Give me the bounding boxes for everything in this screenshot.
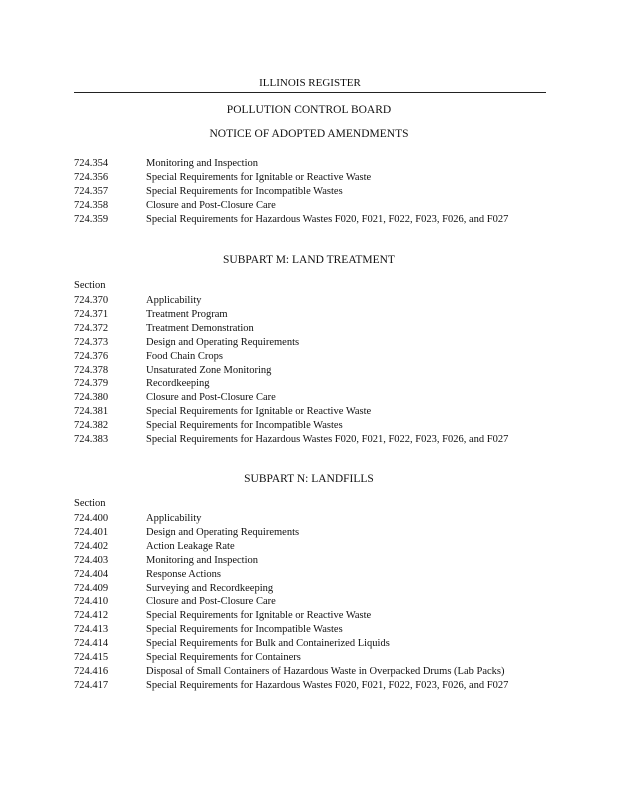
section-number: 724.403 <box>74 554 109 566</box>
section-number: 724.413 <box>74 624 109 636</box>
section-heading: Special Requirements for Incompatible Wastes <box>146 420 343 432</box>
section-heading: Surveying and Recordkeeping <box>146 582 274 594</box>
section-entry <box>74 665 554 679</box>
section-entry <box>74 364 554 378</box>
section-number: 724.401 <box>74 526 109 538</box>
section-entry <box>74 637 554 651</box>
register-header <box>74 76 546 93</box>
section-heading: Disposal of Small Containers of Hazardous Waste in Overpacked Drums (Lab Packs) <box>146 665 505 677</box>
section-entry <box>74 157 554 171</box>
section-entry <box>74 171 554 185</box>
section-heading: Action Leakage Rate <box>146 540 235 552</box>
section-number: 724.414 <box>74 638 109 650</box>
section-entry <box>74 213 554 227</box>
section-entry <box>74 336 554 350</box>
section-heading: Food Chain Crops <box>146 350 224 362</box>
section-heading: Monitoring and Inspection <box>146 554 258 566</box>
notice-title: NOTICE OF ADOPTED AMENDMENTS <box>209 128 409 140</box>
subpart-m-section-label: Section <box>74 280 106 291</box>
section-number: 724.356 <box>74 171 109 183</box>
section-number: 724.373 <box>74 336 109 348</box>
section-heading: Recordkeeping <box>146 378 210 390</box>
section-entry <box>74 540 554 554</box>
section-heading: Unsaturated Zone Monitoring <box>146 364 272 376</box>
section-heading: Closure and Post-Closure Care <box>146 199 276 211</box>
section-heading: Monitoring and Inspection <box>146 158 258 169</box>
section-number: 724.376 <box>74 350 109 362</box>
section-number: 724.381 <box>74 406 109 418</box>
section-number: 724.417 <box>74 679 109 691</box>
section-number: 724.416 <box>74 665 109 677</box>
section-heading: Design and Operating Requirements <box>146 336 300 348</box>
subpart-n-list <box>74 512 554 693</box>
section-entry <box>74 651 554 665</box>
section-number: 724.371 <box>74 308 109 320</box>
register-title: ILLINOIS REGISTER <box>259 77 361 89</box>
subpart-m-title: SUBPART M: LAND TREATMENT <box>223 254 395 266</box>
section-entry <box>74 405 554 419</box>
section-list-top <box>74 157 554 227</box>
section-number: 724.415 <box>74 652 109 664</box>
section-entry <box>74 595 554 609</box>
section-number: 724.378 <box>74 364 109 376</box>
section-heading: Treatment Demonstration <box>146 322 254 334</box>
board-title: POLLUTION CONTROL BOARD <box>226 104 392 116</box>
section-number: 724.400 <box>74 513 109 524</box>
section-entry <box>74 308 554 322</box>
section-entry <box>74 623 554 637</box>
section-heading: Special Requirements for Ignitable or Reactive Waste <box>146 406 372 418</box>
section-heading: Special Requirements for Hazardous Wastes F020, F021, F022, F023, F026, and F027 <box>146 213 509 225</box>
section-entry <box>74 554 554 568</box>
section-entry <box>74 526 554 540</box>
section-heading: Closure and Post-Closure Care <box>146 392 276 404</box>
section-heading: Closure and Post-Closure Care <box>146 596 276 608</box>
section-number: 724.357 <box>74 185 109 197</box>
section-entry <box>74 679 554 693</box>
section-number: 724.409 <box>74 582 109 594</box>
section-heading: Treatment Program <box>146 308 228 320</box>
section-number: 724.404 <box>74 568 109 580</box>
section-number: 724.379 <box>74 378 109 390</box>
section-number: 724.358 <box>74 199 109 211</box>
section-number: 724.383 <box>74 434 109 446</box>
subpart-n-section-label: Section <box>74 498 106 509</box>
section-number: 724.380 <box>74 392 109 404</box>
section-heading: Special Requirements for Hazardous Wastes F020, F021, F022, F023, F026, and F027 <box>146 679 509 691</box>
section-entry <box>74 322 554 336</box>
section-number: 724.354 <box>74 158 109 169</box>
section-heading: Design and Operating Requirements <box>146 526 300 538</box>
section-heading: Special Requirements for Hazardous Wastes F020, F021, F022, F023, F026, and F027 <box>146 434 509 446</box>
section-entry <box>74 609 554 623</box>
section-heading: Response Actions <box>146 568 221 580</box>
section-number: 724.359 <box>74 213 109 225</box>
section-entry <box>74 185 554 199</box>
section-entry <box>74 419 554 433</box>
section-number: 724.382 <box>74 420 109 432</box>
section-heading: Special Requirements for Containers <box>146 652 301 664</box>
section-number: 724.410 <box>74 596 109 608</box>
section-heading: Special Requirements for Ignitable or Reactive Waste <box>146 610 372 622</box>
section-heading: Applicability <box>146 513 202 524</box>
section-heading: Special Requirements for Incompatible Wastes <box>146 624 343 636</box>
section-entry <box>74 377 554 391</box>
section-entry <box>74 350 554 364</box>
subpart-m-list <box>74 294 554 447</box>
section-heading: Special Requirements for Bulk and Containerized Liquids <box>146 638 390 650</box>
section-heading: Special Requirements for Incompatible Wastes <box>146 185 343 197</box>
section-entry <box>74 391 554 405</box>
section-number: 724.412 <box>74 610 109 622</box>
section-heading: Applicability <box>146 295 202 306</box>
subpart-n-title: SUBPART N: LANDFILLS <box>244 473 374 485</box>
section-entry <box>74 199 554 213</box>
section-entry <box>74 568 554 582</box>
section-number: 724.402 <box>74 540 109 552</box>
section-entry <box>74 512 554 526</box>
section-entry <box>74 294 554 308</box>
section-entry <box>74 433 554 447</box>
section-number: 724.370 <box>74 295 109 306</box>
section-number: 724.372 <box>74 322 109 334</box>
section-heading: Special Requirements for Ignitable or Reactive Waste <box>146 171 372 183</box>
section-entry <box>74 582 554 596</box>
